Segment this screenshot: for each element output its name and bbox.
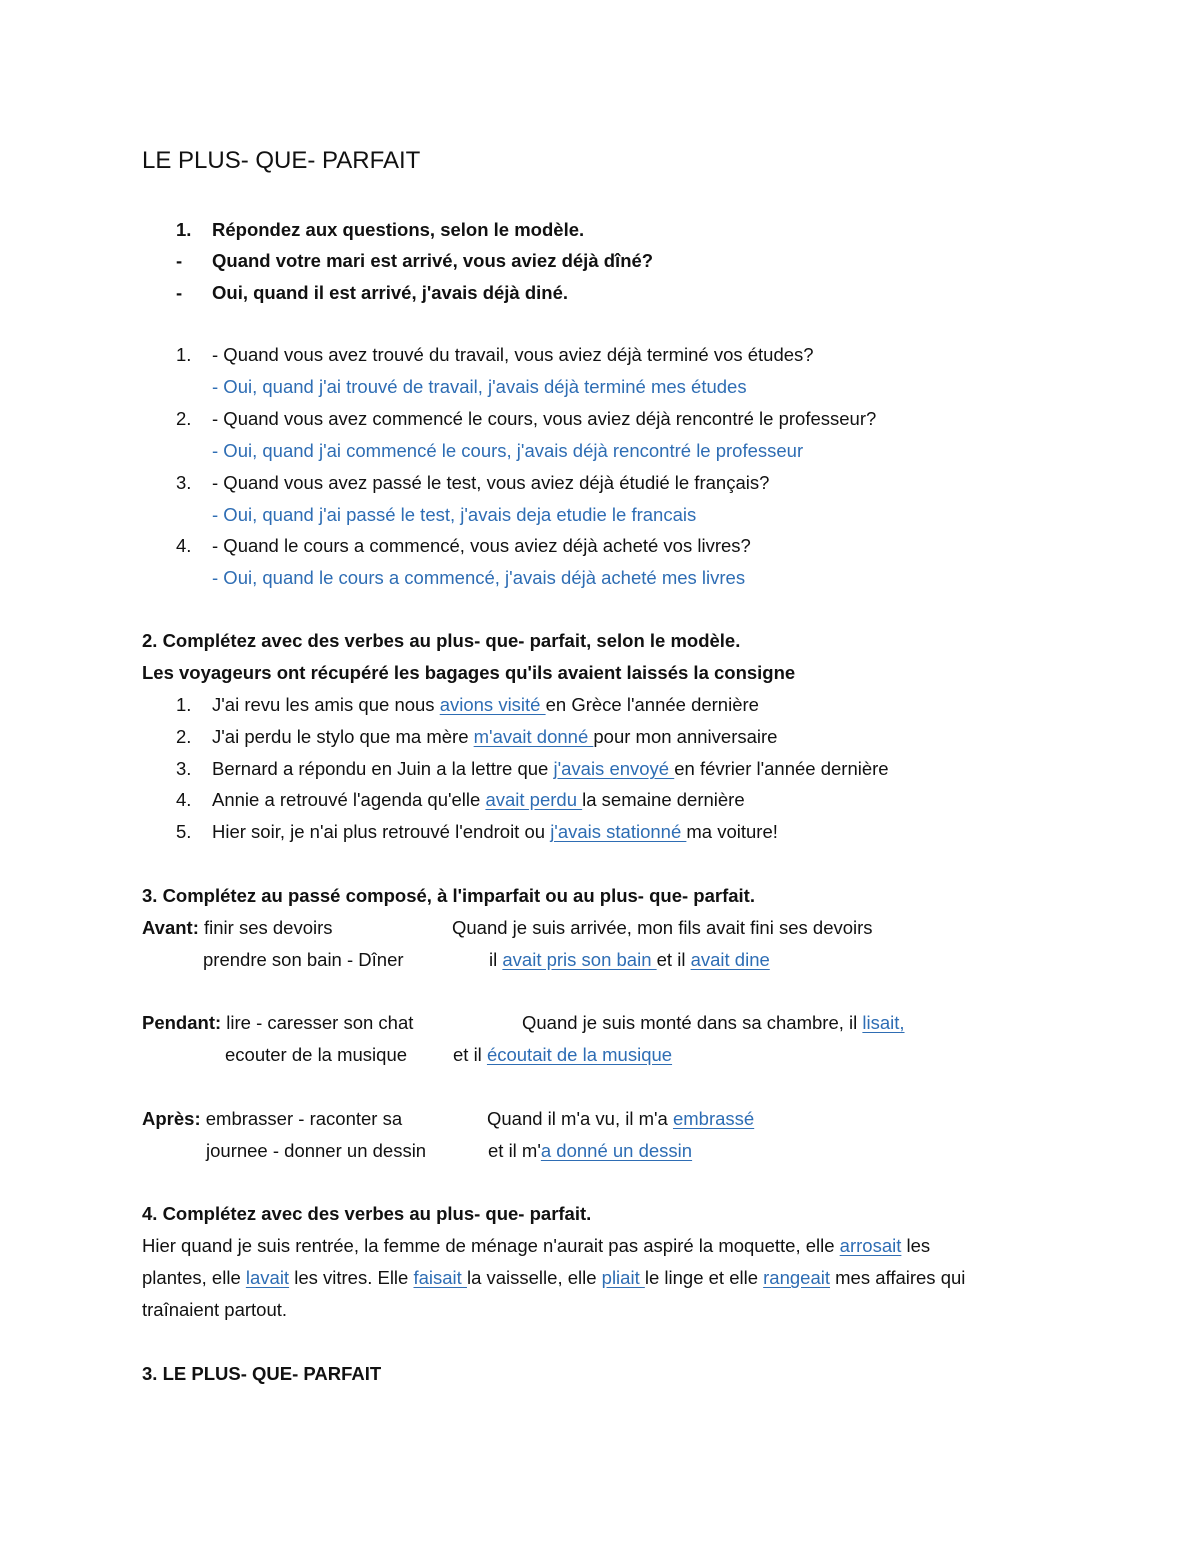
ex3-pendant-label: Pendant: [142,1012,222,1033]
ex3-apres-text: Quand il m'a vu, il m'a [487,1108,673,1129]
ex1-heading: Répondez aux questions, selon le modèle. [212,219,585,240]
page-title: LE PLUS- QUE- PARFAIT [142,147,421,174]
ex2-item-number: 3. [176,758,192,779]
ex4-answer: pliait [601,1267,645,1288]
ex3-pendant-text: Quand je suis monté dans sa chambre, il [522,1012,863,1033]
ex1-item-question: - Quand le cours a commencé, vous aviez déjà acheté vos livres? [212,535,751,556]
ex3-avant-text: et il [656,949,691,970]
ex4-answer: lavait [245,1267,290,1288]
ex3-avant-label: Avant: [142,917,199,938]
ex1-item-number: 2. [176,408,192,429]
ex1-item-answer: - Oui, quand j'ai passé le test, j'avais deja etudie le francais [212,504,697,525]
ex3-apres-left-1 [142,1107,402,1131]
ex1-item-answer: - Oui, quand j'ai commencé le cours, j'avais déjà rencontré le professeur [212,440,804,461]
ex3-avant-text: il [489,949,503,970]
ex2-item-after: pour mon anniversaire [593,726,778,747]
ex4-text: les [901,1235,931,1256]
ex3-pendant-answer: écoutait de la musique [486,1044,673,1065]
ex2-item-answer: avions visité [439,694,546,715]
ex1-model-question: Quand votre mari est arrivé, vous aviez déjà dîné? [212,250,654,271]
ex1-model-dash-a: - [176,282,183,303]
ex2-item-number: 4. [176,789,192,810]
ex3-avant-answer: avait pris son bain [502,949,657,970]
ex4-line-1 [142,1234,930,1258]
ex2-item-number: 2. [176,726,192,747]
ex2-model: Les voyageurs ont récupéré les bagages qu'ils avaient laissés la consigne [142,662,796,683]
ex3-apres-right-2 [488,1139,692,1163]
ex4-line-3: traînaient partout. [142,1299,288,1320]
ex2-item-answer: m'avait donné [473,726,594,747]
ex3-pendant-text: et il [453,1044,487,1065]
ex2-item [212,788,745,812]
ex4-line-2 [142,1266,965,1290]
ex1-model-dash-q: - [176,250,183,271]
ex2-item-before: J'ai revu les amis que nous [212,694,440,715]
ex2-item [212,725,777,749]
ex2-heading: 2. Complétez avec des verbes au plus- que- parfait, selon le modèle. [142,630,741,651]
ex4-text: plantes, elle [142,1267,246,1288]
ex4-answer: rangeait [763,1267,830,1288]
ex4-text: mes affaires qui [830,1267,966,1288]
ex1-item-question: - Quand vous avez commencé le cours, vous aviez déjà rencontré le professeur? [212,408,877,429]
footer-heading: 3. LE PLUS- QUE- PARFAIT [142,1363,382,1384]
ex4-heading: 4. Complétez avec des verbes au plus- que- parfait. [142,1203,592,1224]
ex3-pendant-answer: lisait, [862,1012,905,1033]
ex2-item-answer: j'avais envoyé [553,758,675,779]
ex3-avant-right-1: Quand je suis arrivée, mon fils avait fini ses devoirs [452,917,873,938]
ex2-item-after: la semaine dernière [582,789,745,810]
ex3-apres-text: et il m' [488,1140,541,1161]
ex2-item [212,820,778,844]
ex3-pendant-right-2 [453,1043,672,1067]
ex4-text: la vaisselle, elle [466,1267,602,1288]
ex3-pendant-right-1 [522,1011,905,1035]
ex4-text: les vitres. Elle [289,1267,414,1288]
ex3-avant-answer: avait dine [690,949,770,970]
ex2-item [212,757,889,781]
ex1-item-number: 4. [176,535,192,556]
ex2-item-before: Bernard a répondu en Juin a la lettre que [212,758,554,779]
ex2-item-answer: avait perdu [485,789,583,810]
ex4-answer: arrosait [839,1235,902,1256]
ex2-item-answer: j'avais stationné [550,821,687,842]
ex3-avant-right-2 [489,948,770,972]
ex3-pendant-verbs-1: lire - caresser son chat [221,1012,414,1033]
ex2-item-before: J'ai perdu le stylo que ma mère [212,726,474,747]
ex3-avant-verbs-1: finir ses devoirs [198,917,333,938]
ex1-item-answer: - Oui, quand le cours a commencé, j'avais déjà acheté mes livres [212,567,746,588]
ex1-item-question: - Quand vous avez trouvé du travail, vous aviez déjà terminé vos études? [212,344,814,365]
ex4-answer: faisait [413,1267,467,1288]
ex3-heading: 3. Complétez au passé composé, à l'imparfait ou au plus- que- parfait. [142,885,755,906]
ex3-apres-label: Après: [142,1108,201,1129]
ex1-item-number: 3. [176,472,192,493]
ex3-apres-verbs-1: embrasser - raconter sa [200,1108,403,1129]
ex2-item-before: Annie a retrouvé l'agenda qu'elle [212,789,486,810]
ex2-item-number: 1. [176,694,192,715]
ex4-text: Hier quand je suis rentrée, la femme de ménage n'aurait pas aspiré la moquette, elle [142,1235,840,1256]
ex3-apres-answer: a donné un dessin [540,1140,693,1161]
ex2-item-before: Hier soir, je n'ai plus retrouvé l'endroit ou [212,821,551,842]
ex1-model-answer: Oui, quand il est arrivé, j'avais déjà diné. [212,282,569,303]
ex4-text: le linge et elle [644,1267,764,1288]
ex3-apres-verbs-2: journee - donner un dessin [206,1140,427,1161]
ex3-apres-answer: embrassé [672,1108,755,1129]
ex3-apres-right-1 [487,1107,754,1131]
ex2-item-number: 5. [176,821,192,842]
ex3-avant-left-1 [142,916,333,940]
ex3-pendant-verbs-2: ecouter de la musique [225,1044,408,1065]
ex3-avant-verbs-2: prendre son bain - Dîner [203,949,404,970]
ex1-heading-number: 1. [176,219,192,240]
ex1-item-answer: - Oui, quand j'ai trouvé de travail, j'avais déjà terminé mes études [212,376,747,397]
ex2-item-after: en février l'année dernière [674,758,889,779]
ex2-item-after: ma voiture! [686,821,778,842]
ex1-item-number: 1. [176,344,192,365]
ex2-item [212,693,759,717]
ex2-item-after: en Grèce l'année dernière [545,694,759,715]
ex1-item-question: - Quand vous avez passé le test, vous aviez déjà étudié le français? [212,472,770,493]
ex3-pendant-left-1 [142,1011,413,1035]
